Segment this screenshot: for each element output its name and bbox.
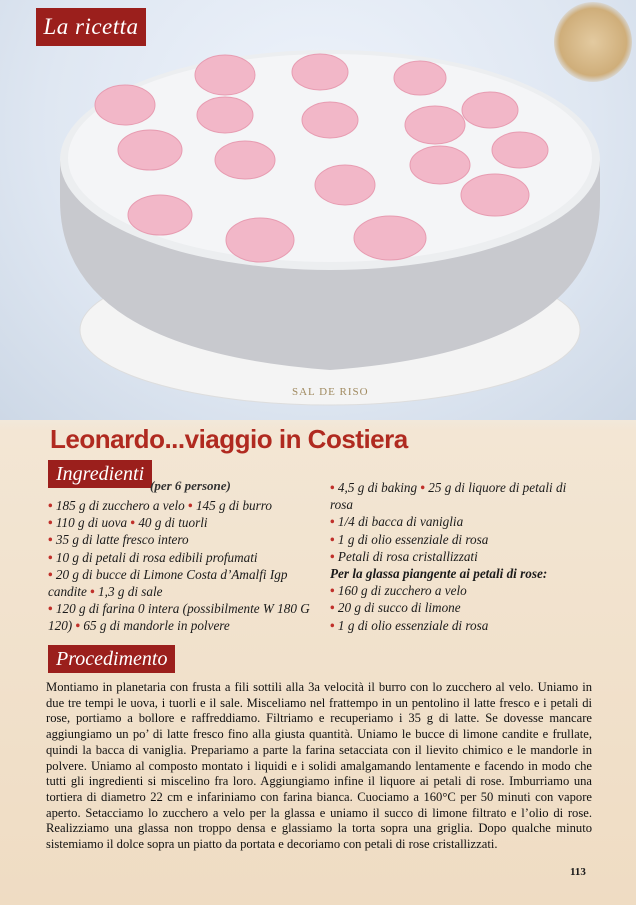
glassa-heading: Per la glassa piangente ai petali di rose: (330, 566, 548, 582)
ingredients-column-2: • 4,5 g di baking • 25 g di liquore di petali di rosa • 1/4 di bacca di vaniglia • 1 g di olio essenziale di rosa • Petali di rosa cristallizzati Per la glassa piangente ai petali di rose: • 160 g di zucchero a velo • 20 g di succo di limone • 1 g di olio essenziale di rosa (330, 480, 567, 633)
cake-illustration (0, 0, 636, 420)
ingredienti-heading: Ingredienti (48, 460, 152, 488)
vitruvian-man-emblem (554, 2, 632, 82)
section-tag: La ricetta (36, 8, 146, 46)
procedimento-text: Montiamo in planetaria con frusta a fili sottili alla 3a velocità il burro con lo zucchero al velo. Uniamo in due tre tempi le uova, i tuorli e il sale. Misceliamo nel frattempo in un pentolino il latte fresco e i petali di rose, portiamo a bollore e raffreddiamo. Filtriamo e recuperiamo i 35 g di latte. Se dovesse mancare aggiungiamo un po’ di latte fresco fino alla giusta quantità. Uniamo le bucce di limone candite e frullate, quindi la bacca di vaniglia. Prepariamo a parte la farina setacciata con il lievito chimico e le mandorle in polvere. Uniamo al composto montato i liquidi e i solidi amalgamando lentamente e facendo in modo che tutti gli ingredienti si miscelino fra loro. Aggiungiamo infine il liquore ai petali di rose. Imburriamo una tortiera di diametro 22 cm e infariniamo con farina bianca. Cuociamo a 160°C per 50 minuti con vapore aperto. Setacciamo lo zucchero a velo per la glassa e uniamo il succo di limone filtrato e l’olio di rose. Realizziamo una glassa non troppo densa e glassiamo la torta sopra una griglia. Dopo qualche minuto sistemiamo il dolce sopra un piatto da portata e decoriamo con petali di rose cristallizzati. (46, 680, 592, 852)
page-number: 113 (570, 866, 586, 878)
cake-photo (0, 0, 636, 420)
ingredients-column-1: • 185 g di zucchero a velo • 145 g di burro • 110 g di uova • 40 g di tuorli • 35 g di latte fresco intero • 10 g di petali di rosa edibili profumati • 20 g di bucce di Limone Costa d’Amalfi Igp candite • 1,3 g di sale • 120 g di farina 0 intera (possibilmente W 180 G 120) • 65 g di mandorle in polvere (48, 498, 310, 634)
recipe-title: Leonardo...viaggio in Costiera (50, 424, 408, 454)
brand-logo: SAL DE RISO (292, 386, 369, 398)
procedimento-heading: Procedimento (48, 645, 175, 673)
servings-note: (per 6 persone) (150, 478, 231, 493)
